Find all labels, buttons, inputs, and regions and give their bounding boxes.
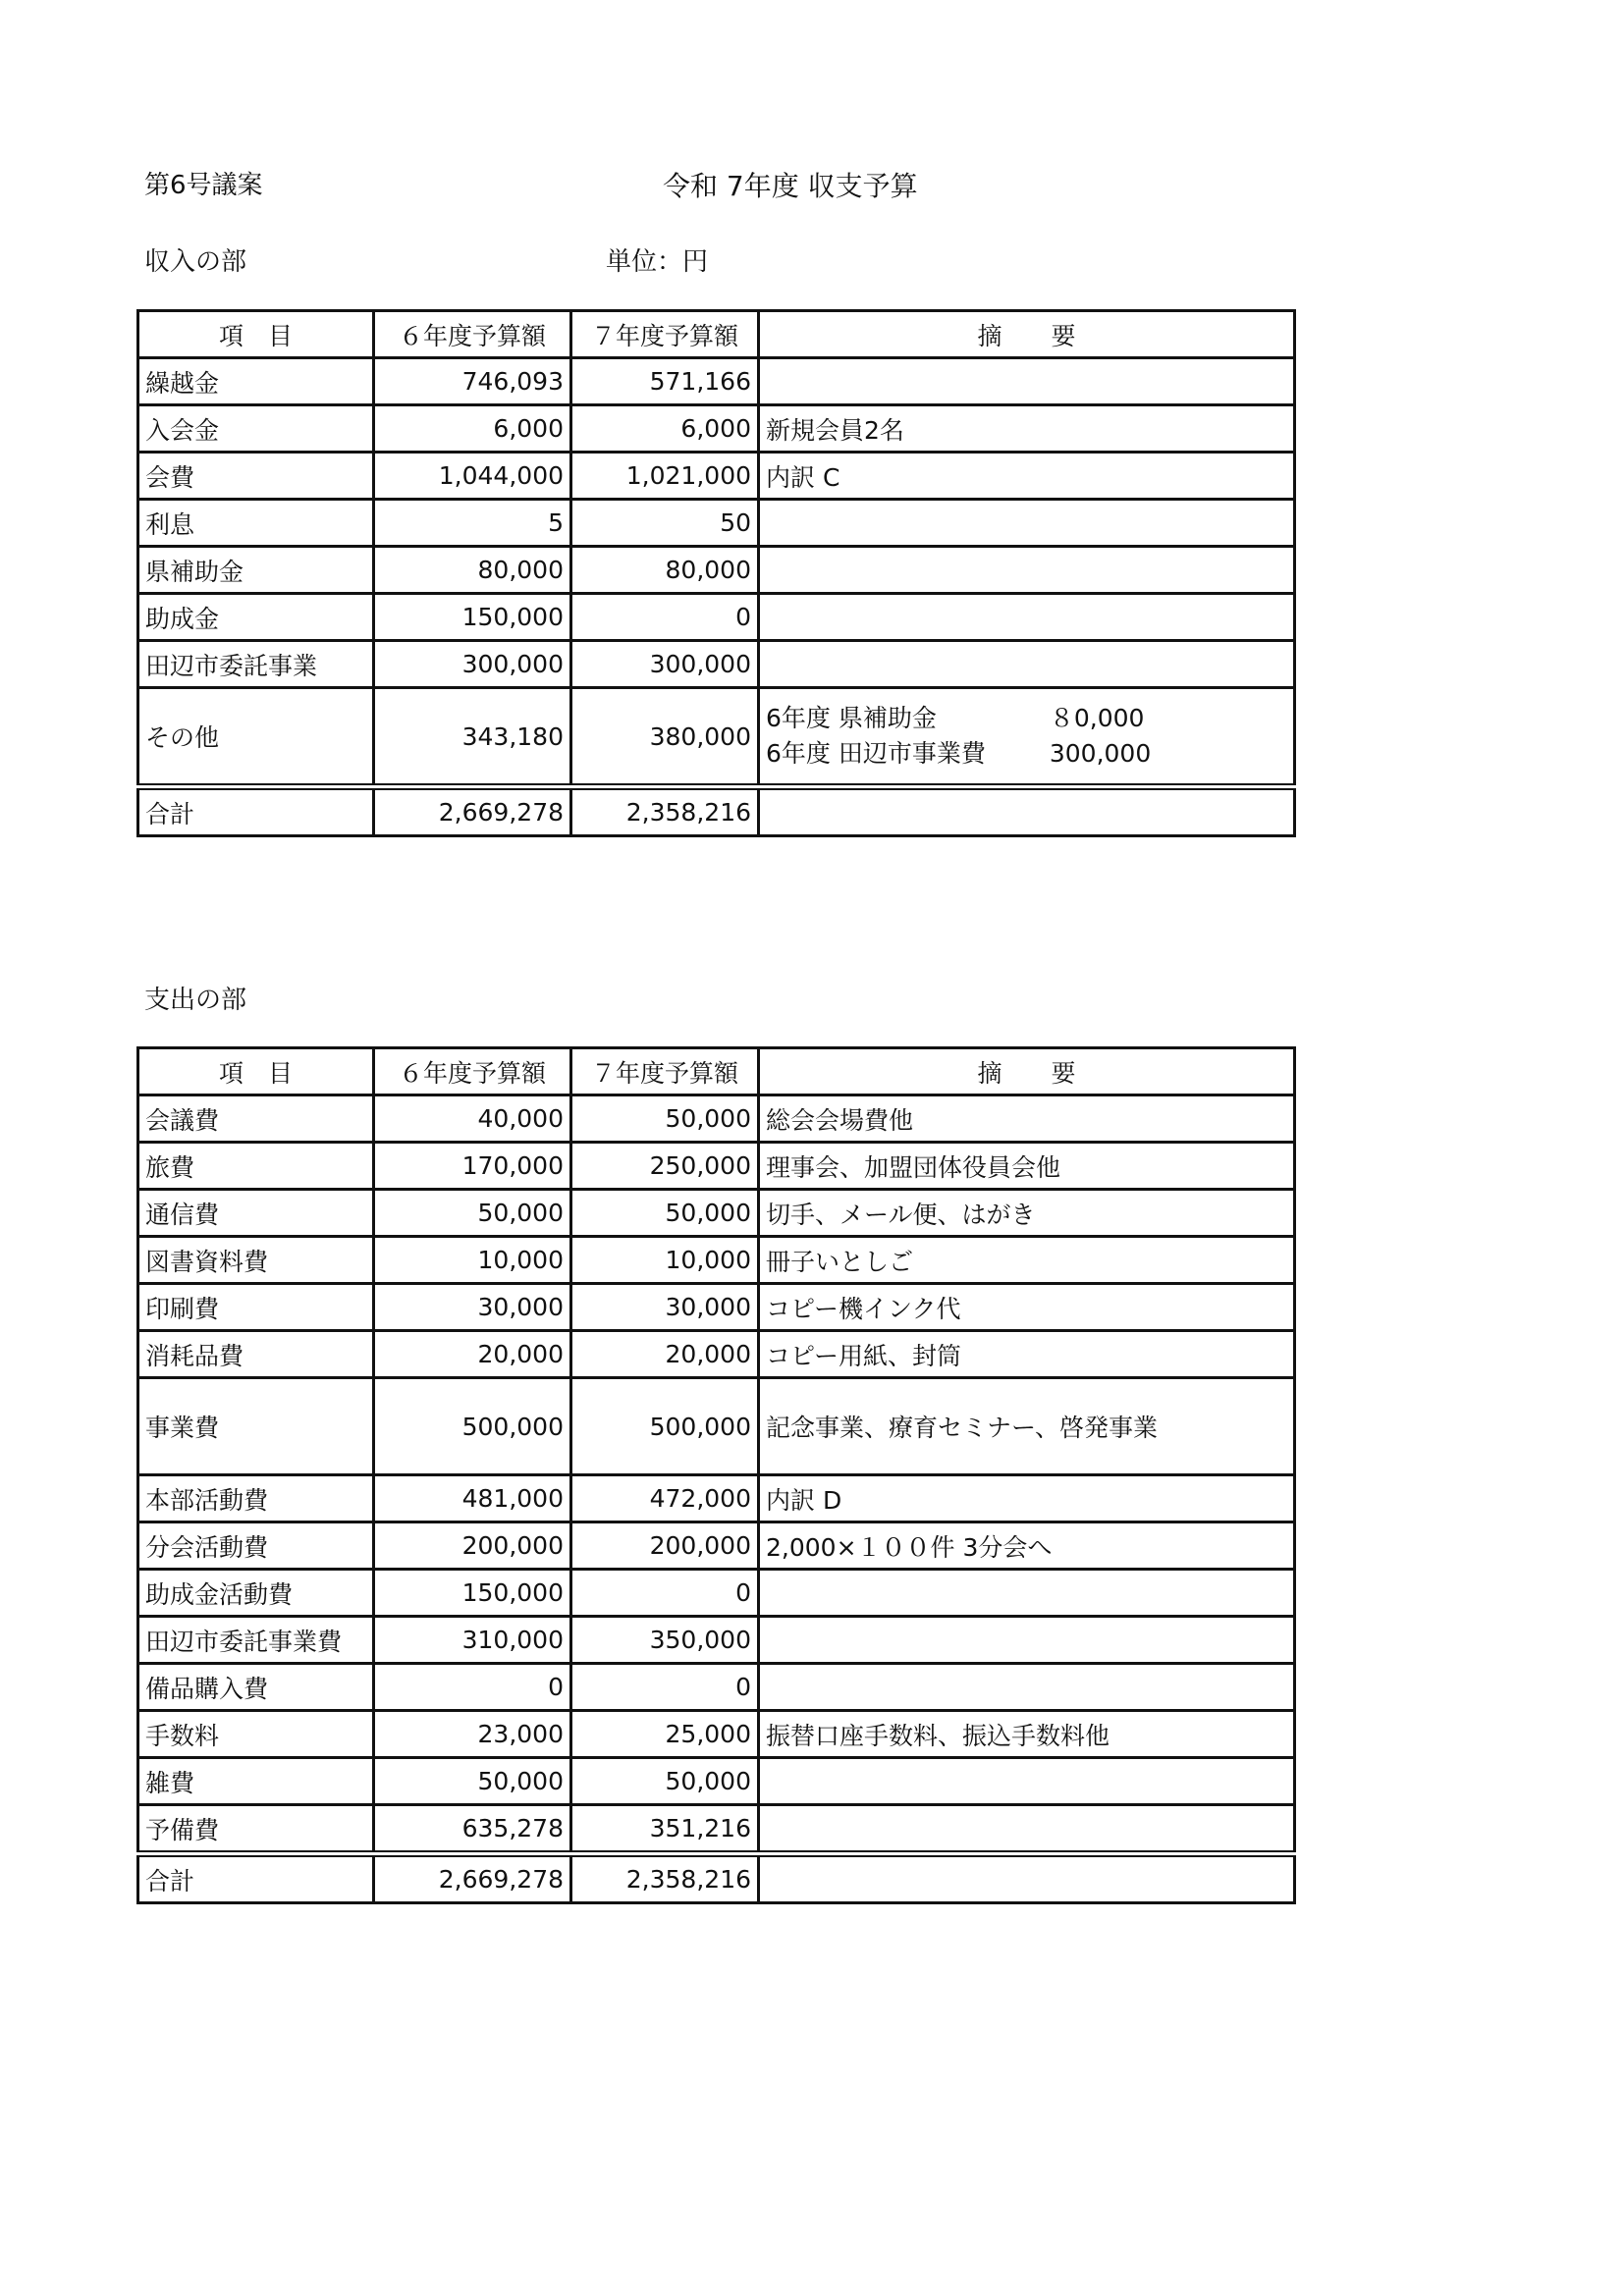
table-row [138, 1805, 1295, 1854]
table-row [138, 1475, 1295, 1522]
cell-item: 助成金 [138, 594, 374, 641]
cell-item: 合計 [138, 1854, 374, 1903]
expense-rows [138, 1095, 1295, 1903]
cell-prev-budget: 40,000 [374, 1095, 571, 1143]
column-header-item: 項 目 [138, 311, 374, 358]
cell-item: 会議費 [138, 1095, 374, 1143]
cell-curr-budget: 250,000 [571, 1143, 759, 1190]
cell-prev-budget: 0 [374, 1664, 571, 1711]
column-header-prev-budget: ６年度予算額 [374, 311, 571, 358]
table-row [138, 1095, 1295, 1143]
note-line [766, 736, 1287, 772]
cell-curr-budget: 2,358,216 [571, 787, 759, 836]
unit-label: 単位：円 [606, 247, 709, 277]
cell-note [759, 1617, 1295, 1664]
cell-note: 内訳 C [759, 453, 1295, 500]
cell-item: 事業費 [138, 1378, 374, 1475]
page-title: 令和 7年度 収支予算 [663, 170, 918, 202]
table-row [138, 405, 1295, 453]
note-amount: ８0,000 [1049, 704, 1145, 732]
cell-item: 備品購入費 [138, 1664, 374, 1711]
cell-item: 消耗品費 [138, 1331, 374, 1378]
income-rows [138, 358, 1295, 836]
cell-prev-budget: 1,044,000 [374, 453, 571, 500]
cell-curr-budget: 1,021,000 [571, 453, 759, 500]
table-row [138, 1237, 1295, 1284]
table-row-other [138, 688, 1295, 787]
cell-prev-budget: 80,000 [374, 547, 571, 594]
cell-prev-budget: 20,000 [374, 1331, 571, 1378]
cell-item: 利息 [138, 500, 374, 547]
cell-item: 雑費 [138, 1758, 374, 1805]
cell-note: 振替口座手数料、振込手数料他 [759, 1711, 1295, 1758]
table-row [138, 1143, 1295, 1190]
cell-note [759, 1805, 1295, 1854]
cell-note [759, 358, 1295, 405]
cell-prev-budget: 500,000 [374, 1378, 571, 1475]
cell-curr-budget: 351,216 [571, 1805, 759, 1854]
cell-note [759, 688, 1295, 787]
expense-section-label: 支出の部 [144, 986, 247, 1015]
cell-curr-budget: 0 [571, 1664, 759, 1711]
note-year: 6年度 [766, 739, 831, 768]
expense-table [136, 1046, 1296, 1904]
cell-item: 通信費 [138, 1190, 374, 1237]
cell-curr-budget: 500,000 [571, 1378, 759, 1475]
cell-curr-budget: 350,000 [571, 1617, 759, 1664]
cell-item: その他 [138, 688, 374, 787]
table-row [138, 358, 1295, 405]
income-table [136, 309, 1296, 837]
cell-item: 田辺市委託事業 [138, 641, 374, 688]
cell-curr-budget: 50 [571, 500, 759, 547]
table-row [138, 547, 1295, 594]
table-row-total [138, 787, 1295, 836]
cell-prev-budget: 23,000 [374, 1711, 571, 1758]
cell-note [759, 500, 1295, 547]
cell-prev-budget: 2,669,278 [374, 787, 571, 836]
table-row [138, 1331, 1295, 1378]
cell-note: 記念事業、療育セミナー、啓発事業 [759, 1378, 1295, 1475]
cell-prev-budget: 746,093 [374, 358, 571, 405]
cell-note: 理事会、加盟団体役員会他 [759, 1143, 1295, 1190]
cell-note: 2,000×１００件 3分会へ [759, 1522, 1295, 1570]
cell-note [759, 1570, 1295, 1617]
cell-prev-budget: 150,000 [374, 1570, 571, 1617]
cell-note [759, 547, 1295, 594]
cell-note [759, 787, 1295, 836]
cell-curr-budget: 571,166 [571, 358, 759, 405]
cell-curr-budget: 10,000 [571, 1237, 759, 1284]
cell-note [759, 1854, 1295, 1903]
cell-prev-budget: 150,000 [374, 594, 571, 641]
cell-prev-budget: 2,669,278 [374, 1854, 571, 1903]
cell-note [759, 1664, 1295, 1711]
cell-note: 切手、メール便、はがき [759, 1190, 1295, 1237]
table-row [138, 1284, 1295, 1331]
note-name: 田辺市事業費 [838, 739, 986, 768]
cell-curr-budget: 6,000 [571, 405, 759, 453]
cell-curr-budget: 80,000 [571, 547, 759, 594]
cell-prev-budget: 10,000 [374, 1237, 571, 1284]
cell-note: 内訳 D [759, 1475, 1295, 1522]
cell-item: 旅費 [138, 1143, 374, 1190]
column-header-curr-budget: ７年度予算額 [571, 1048, 759, 1095]
column-header-note: 摘 要 [759, 1048, 1295, 1095]
cell-note [759, 1758, 1295, 1805]
table-row [138, 500, 1295, 547]
note-year: 6年度 [766, 704, 831, 732]
cell-prev-budget: 170,000 [374, 1143, 571, 1190]
cell-item: 予備費 [138, 1805, 374, 1854]
table-row [138, 453, 1295, 500]
column-header-item: 項 目 [138, 1048, 374, 1095]
cell-prev-budget: 50,000 [374, 1758, 571, 1805]
income-section-label: 収入の部 [144, 247, 247, 277]
note-name: 県補助金 [838, 704, 937, 732]
cell-curr-budget: 50,000 [571, 1190, 759, 1237]
agenda-number: 第6号議案 [144, 171, 263, 200]
cell-note: コピー機インク代 [759, 1284, 1295, 1331]
table-row [138, 1570, 1295, 1617]
table-row [138, 641, 1295, 688]
note-amount: 300,000 [1049, 739, 1152, 768]
cell-prev-budget: 6,000 [374, 405, 571, 453]
cell-note: 新規会員2名 [759, 405, 1295, 453]
table-row [138, 1758, 1295, 1805]
cell-curr-budget: 0 [571, 1570, 759, 1617]
cell-note [759, 594, 1295, 641]
cell-item: 県補助金 [138, 547, 374, 594]
cell-note: 総会会場費他 [759, 1095, 1295, 1143]
cell-curr-budget: 2,358,216 [571, 1854, 759, 1903]
cell-prev-budget: 310,000 [374, 1617, 571, 1664]
cell-curr-budget: 50,000 [571, 1758, 759, 1805]
table-row [138, 1378, 1295, 1475]
table-row [138, 1711, 1295, 1758]
cell-curr-budget: 380,000 [571, 688, 759, 787]
cell-note: 冊子いとしご [759, 1237, 1295, 1284]
cell-prev-budget: 343,180 [374, 688, 571, 787]
cell-curr-budget: 20,000 [571, 1331, 759, 1378]
cell-prev-budget: 30,000 [374, 1284, 571, 1331]
cell-item: 手数料 [138, 1711, 374, 1758]
cell-item: 会費 [138, 453, 374, 500]
cell-item: 本部活動費 [138, 1475, 374, 1522]
cell-item: 合計 [138, 787, 374, 836]
column-header-curr-budget: ７年度予算額 [571, 311, 759, 358]
table-row [138, 1190, 1295, 1237]
cell-item: 印刷費 [138, 1284, 374, 1331]
cell-curr-budget: 200,000 [571, 1522, 759, 1570]
cell-note: コピー用紙、封筒 [759, 1331, 1295, 1378]
table-row-total [138, 1854, 1295, 1903]
table-row [138, 594, 1295, 641]
cell-curr-budget: 25,000 [571, 1711, 759, 1758]
cell-curr-budget: 300,000 [571, 641, 759, 688]
table-row [138, 1664, 1295, 1711]
note-line [766, 701, 1287, 736]
table-row [138, 1522, 1295, 1570]
cell-curr-budget: 0 [571, 594, 759, 641]
table-row [138, 1617, 1295, 1664]
cell-curr-budget: 472,000 [571, 1475, 759, 1522]
column-header-prev-budget: ６年度予算額 [374, 1048, 571, 1095]
cell-item: 助成金活動費 [138, 1570, 374, 1617]
cell-item: 図書資料費 [138, 1237, 374, 1284]
cell-prev-budget: 50,000 [374, 1190, 571, 1237]
cell-prev-budget: 300,000 [374, 641, 571, 688]
cell-curr-budget: 50,000 [571, 1095, 759, 1143]
cell-prev-budget: 635,278 [374, 1805, 571, 1854]
cell-prev-budget: 200,000 [374, 1522, 571, 1570]
cell-prev-budget: 481,000 [374, 1475, 571, 1522]
cell-curr-budget: 30,000 [571, 1284, 759, 1331]
column-header-note: 摘 要 [759, 311, 1295, 358]
table-header-row [138, 1048, 1295, 1095]
cell-note [759, 641, 1295, 688]
cell-item: 田辺市委託事業費 [138, 1617, 374, 1664]
table-header-row [138, 311, 1295, 358]
cell-item: 入会金 [138, 405, 374, 453]
cell-prev-budget: 5 [374, 500, 571, 547]
cell-item: 繰越金 [138, 358, 374, 405]
cell-item: 分会活動費 [138, 1522, 374, 1570]
